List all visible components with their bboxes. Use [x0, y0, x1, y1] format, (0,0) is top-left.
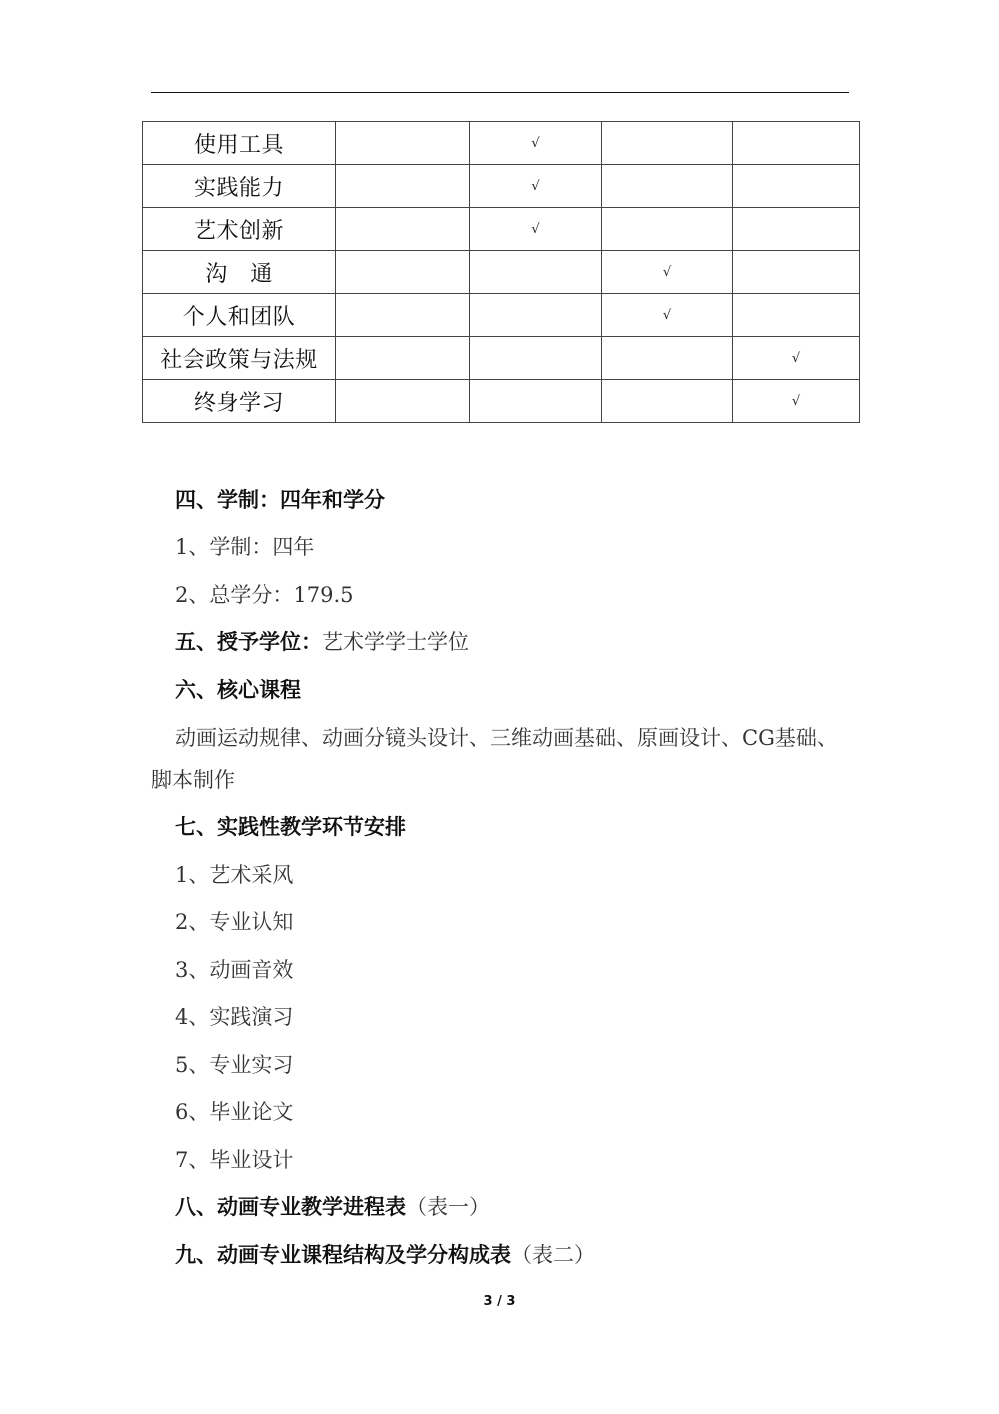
section-4-item-1: 1、学制：四年 — [175, 535, 315, 559]
table-cell — [470, 251, 602, 294]
section-8-heading: 八、动画专业教学进程表 — [175, 1195, 406, 1219]
section-5-line — [151, 628, 875, 656]
table-cell — [733, 208, 860, 251]
section-9-suffix: （表二） — [511, 1243, 595, 1267]
table-cell — [733, 251, 860, 294]
section-7-item: 2、专业认知 — [175, 910, 294, 934]
ability-matrix-table — [142, 121, 860, 423]
table-cell — [733, 165, 860, 208]
table-cell: √ — [470, 208, 602, 251]
section-7-item: 1、艺术采风 — [175, 863, 294, 887]
table-row — [143, 122, 860, 165]
section-7-item: 5、专业实习 — [175, 1053, 294, 1077]
section-9-heading: 九、动画专业课程结构及学分构成表 — [175, 1243, 511, 1267]
table-cell: √ — [470, 165, 602, 208]
table-row — [143, 165, 860, 208]
table-cell — [336, 122, 470, 165]
row-label: 实践能力 — [143, 165, 336, 208]
section-7-item: 4、实践演习 — [175, 1005, 294, 1029]
section-4-item-2: 2、总学分：179.5 — [175, 583, 354, 607]
row-label: 个人和团队 — [143, 294, 336, 337]
table-cell — [336, 337, 470, 380]
table-cell: √ — [602, 251, 733, 294]
section-5-heading: 五、授予学位： — [175, 630, 322, 654]
section-7-heading: 七、实践性教学环节安排 — [175, 815, 406, 839]
row-label: 使用工具 — [143, 122, 336, 165]
table-cell — [602, 122, 733, 165]
section-7-item: 7、毕业设计 — [175, 1148, 294, 1172]
table-row — [143, 251, 860, 294]
table-cell: √ — [733, 337, 860, 380]
table-row — [143, 337, 860, 380]
table-cell — [336, 380, 470, 423]
section-7-item: 3、动画音效 — [175, 958, 294, 982]
table-cell — [733, 294, 860, 337]
table-row — [143, 208, 860, 251]
table-cell — [470, 380, 602, 423]
section-7-item: 6、毕业论文 — [175, 1100, 294, 1124]
table-row — [143, 294, 860, 337]
row-label: 社会政策与法规 — [143, 337, 336, 380]
table-cell: √ — [470, 122, 602, 165]
table-cell — [602, 380, 733, 423]
table-row — [143, 380, 860, 423]
table-cell — [470, 294, 602, 337]
table-cell — [336, 251, 470, 294]
section-8-line — [151, 1193, 875, 1221]
section-4-heading: 四、学制：四年和学分 — [175, 488, 385, 512]
section-8-suffix: （表一） — [406, 1195, 490, 1219]
table-cell — [602, 165, 733, 208]
table-cell — [336, 165, 470, 208]
header-rule — [151, 92, 849, 93]
table-cell — [602, 208, 733, 251]
table-cell — [336, 294, 470, 337]
table-cell — [470, 337, 602, 380]
table-cell: √ — [733, 380, 860, 423]
row-label: 艺术创新 — [143, 208, 336, 251]
table-cell — [602, 337, 733, 380]
section-6-text: 动画运动规律、动画分镜头设计、三维动画基础、原画设计、CG基础、脚本制作 — [151, 726, 838, 792]
section-9-line — [151, 1241, 875, 1269]
section-6-heading: 六、核心课程 — [175, 678, 301, 702]
table-cell: √ — [602, 294, 733, 337]
table-cell — [336, 208, 470, 251]
table-cell — [733, 122, 860, 165]
page-number: 3 / 3 — [483, 1294, 516, 1309]
row-label: 终身学习 — [143, 380, 336, 423]
row-label: 沟 通 — [143, 251, 336, 294]
section-5-value: 艺术学学士学位 — [322, 630, 469, 654]
